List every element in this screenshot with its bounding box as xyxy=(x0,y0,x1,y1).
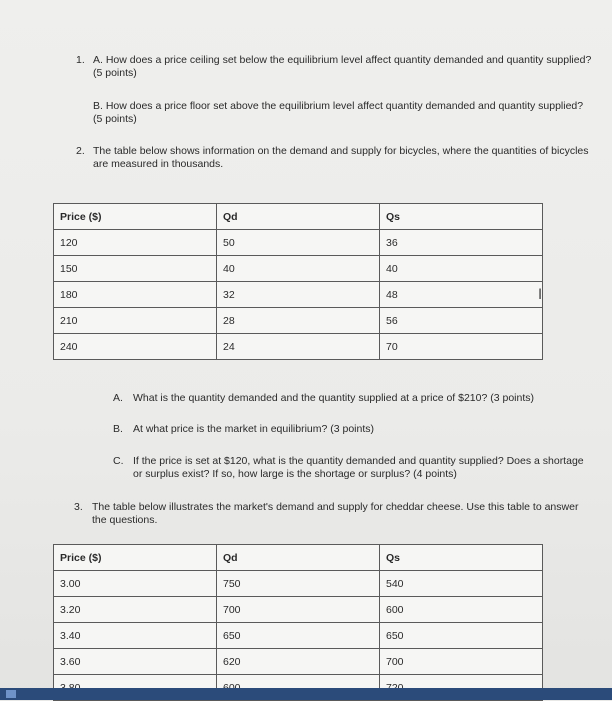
qd-cell: 40 xyxy=(217,256,380,282)
price-cell: 240 xyxy=(54,334,217,360)
bicycle-table xyxy=(53,203,543,360)
qs-cell: 56 xyxy=(380,308,543,334)
window-icon xyxy=(6,690,16,698)
qs-cell: 650 xyxy=(380,623,543,649)
table-row xyxy=(54,597,543,623)
price-cell: 3.60 xyxy=(54,649,217,675)
q3-text: The table below illustrates the market's demand and supply for cheddar cheese. Use this table to answer the questions. xyxy=(92,501,579,526)
price-cell: 3.20 xyxy=(54,597,217,623)
table-row xyxy=(54,571,543,597)
q2-sub-b-text: At what price is the market in equilibrium? (3 points) xyxy=(133,423,375,435)
header-qd: Qd xyxy=(217,204,380,230)
qd-cell: 32 xyxy=(217,282,380,308)
price-cell: 210 xyxy=(54,308,217,334)
price-cell: 3.40 xyxy=(54,623,217,649)
table-row xyxy=(54,282,543,308)
table-header-row xyxy=(54,545,543,571)
table-row xyxy=(54,308,543,334)
header-price: Price ($) xyxy=(54,204,217,230)
table-row xyxy=(54,623,543,649)
q2-sub-c-text: If the price is set at $120, what is the quantity demanded and quantity supplied? Does a shortage or surplus exist? If so, how large is the shortage or surplus? (4 points) xyxy=(133,455,584,480)
q2-sub-c-label: C. xyxy=(113,455,124,467)
header-price: Price ($) xyxy=(54,545,217,571)
qs-cell: 700 xyxy=(380,649,543,675)
header-qd: Qd xyxy=(217,545,380,571)
qs-cell: 48 xyxy=(380,282,543,308)
qs-cell: 40 xyxy=(380,256,543,282)
qs-cell: 70 xyxy=(380,334,543,360)
q2-sub-a-text: What is the quantity demanded and the quantity supplied at a price of $210? (3 points) xyxy=(133,392,535,404)
qd-cell: 650 xyxy=(217,623,380,649)
qd-cell: 50 xyxy=(217,230,380,256)
header-qs: Qs xyxy=(380,204,543,230)
text-cursor-icon: I xyxy=(538,287,543,303)
q2-number: 2. xyxy=(76,145,85,157)
qd-cell: 24 xyxy=(217,334,380,360)
qs-cell: 540 xyxy=(380,571,543,597)
qd-cell: 700 xyxy=(217,597,380,623)
qd-cell: 750 xyxy=(217,571,380,597)
table-header-row xyxy=(54,204,543,230)
table-row xyxy=(54,230,543,256)
taskbar xyxy=(0,688,612,700)
qd-cell: 620 xyxy=(217,649,380,675)
q3-number: 3. xyxy=(74,501,83,513)
q1-part-a: A. How does a price ceiling set below the equilibrium level affect quantity demanded and quantity supplied? (5 points) xyxy=(93,54,592,79)
price-cell: 180 xyxy=(54,282,217,308)
q1-number: 1. xyxy=(76,54,85,66)
header-qs: Qs xyxy=(380,545,543,571)
qs-cell: 36 xyxy=(380,230,543,256)
q2-text: The table below shows information on the demand and supply for bicycles, where the quantities of bicycles are measured in thousands. xyxy=(93,145,589,170)
table-row xyxy=(54,649,543,675)
price-cell: 3.00 xyxy=(54,571,217,597)
cheddar-cheese-table xyxy=(53,544,543,701)
q2-sub-a-label: A. xyxy=(113,392,123,404)
table-row xyxy=(54,334,543,360)
q2-sub-b-label: B. xyxy=(113,423,123,435)
q1-part-b: B. How does a price floor set above the equilibrium level affect quantity demanded and quantity supplied? (5 points) xyxy=(93,100,584,125)
qs-cell: 600 xyxy=(380,597,543,623)
price-cell: 150 xyxy=(54,256,217,282)
table-row xyxy=(54,256,543,282)
qd-cell: 28 xyxy=(217,308,380,334)
price-cell: 120 xyxy=(54,230,217,256)
